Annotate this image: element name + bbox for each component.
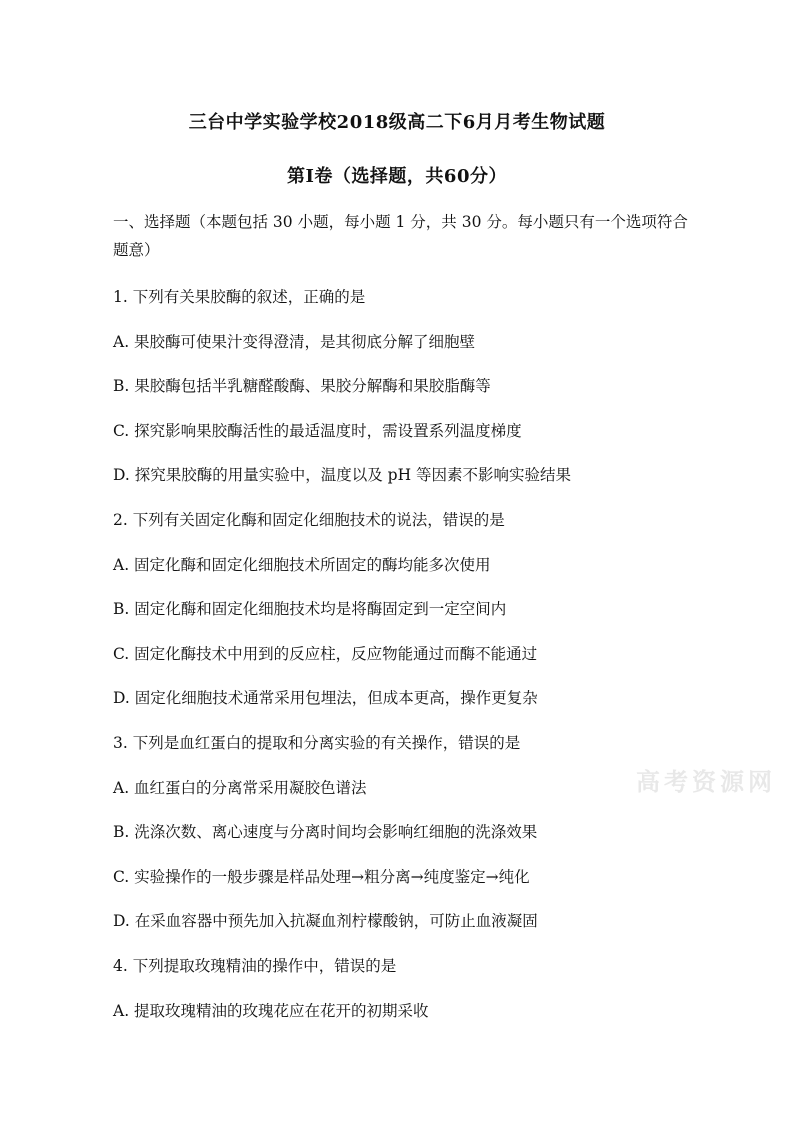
question-option: C. 固定化酶技术中用到的反应柱，反应物能通过而酶不能通过 xyxy=(113,644,538,663)
question-option: A. 血红蛋白的分离常采用凝胶色谱法 xyxy=(113,778,367,797)
question-option: A. 果胶酶可使果汁变得澄清，是其彻底分解了细胞壁 xyxy=(113,332,476,351)
question-option: B. 洗涤次数、离心速度与分离时间均会影响红细胞的洗涤效果 xyxy=(113,823,538,842)
question-option: B. 果胶酶包括半乳糖醛酸酶、果胶分解酶和果胶脂酶等 xyxy=(113,377,491,396)
question-option: D. 探究果胶酶的用量实验中，温度以及 pH 等因素不影响实验结果 xyxy=(113,466,572,485)
question-option: C. 探究影响果胶酶活性的最适温度时，需设置系列温度梯度 xyxy=(113,421,522,440)
watermark: 高考资源网 xyxy=(636,767,776,796)
question-stem: 4. 下列提取玫瑰精油的操作中，错误的是 xyxy=(113,956,397,975)
question-list xyxy=(113,286,703,1044)
question-option: A. 提取玫瑰精油的玫瑰花应在花开的初期采收 xyxy=(113,1001,429,1020)
question-stem: 2. 下列有关固定化酶和固定化细胞技术的说法，错误的是 xyxy=(113,510,505,529)
question-option: D. 在采血容器中预先加入抗凝血剂柠檬酸钠，可防止血液凝固 xyxy=(113,912,538,931)
question-stem: 3. 下列是血红蛋白的提取和分离实验的有关操作，错误的是 xyxy=(113,733,521,752)
question-option: C. 实验操作的一般步骤是样品处理→粗分离→纯度鉴定→纯化 xyxy=(113,867,530,886)
question-stem: 1. 下列有关果胶酶的叙述，正确的是 xyxy=(113,288,366,306)
question-option: D. 固定化细胞技术通常采用包埋法，但成本更高，操作更复杂 xyxy=(113,689,538,708)
exam-title: 三台中学实验学校2018级高二下6月月考生物试题 xyxy=(188,112,606,133)
part-heading: 第Ⅰ卷（选择题，共60分） xyxy=(287,166,507,187)
question-option: A. 固定化酶和固定化细胞技术所固定的酶均能多次使用 xyxy=(113,555,491,574)
section-instructions: 一、选择题（本题包括 30 小题，每小题 1 分，共 30 分。每小题只有一个选项符合题意） xyxy=(113,213,688,259)
question-option: B. 固定化酶和固定化细胞技术均是将酶固定到一定空间内 xyxy=(113,600,507,619)
